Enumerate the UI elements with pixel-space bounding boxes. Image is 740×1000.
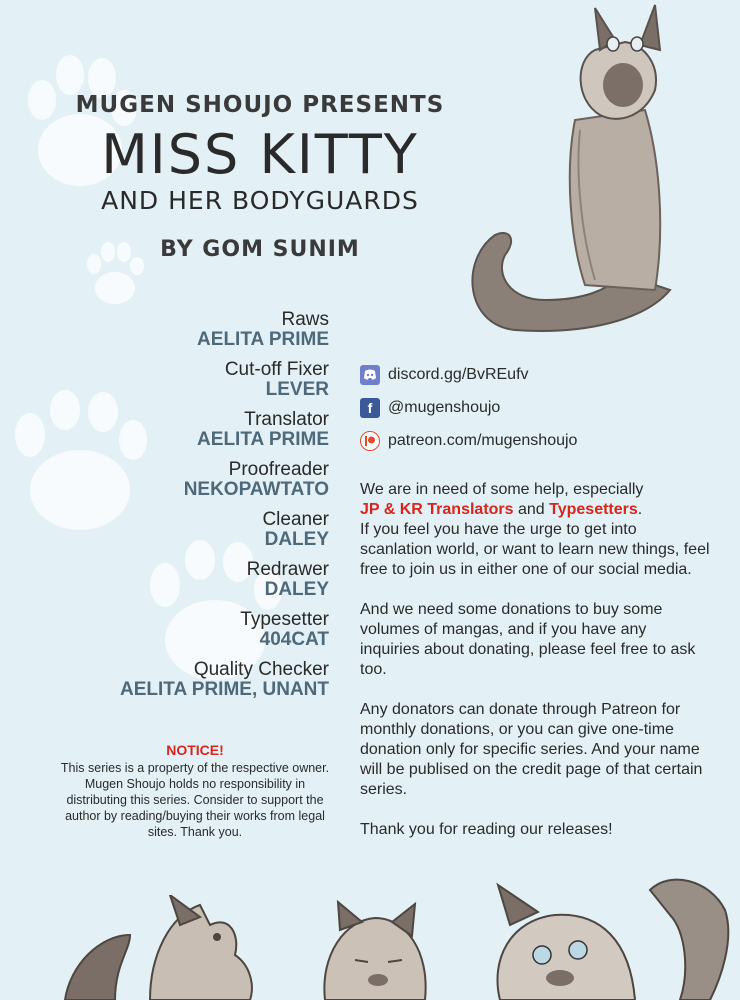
cat-illustration	[60, 895, 260, 1000]
credit-quality-checker	[120, 660, 329, 700]
author-byline: BY GOM SUNIM	[160, 237, 360, 262]
notice-title: NOTICE!	[166, 742, 224, 758]
credit-name: AELITA PRIME	[197, 429, 329, 450]
credit-name: 404CAT	[259, 629, 329, 650]
credit-name: DALEY	[264, 579, 329, 600]
credit-redrawer	[120, 560, 329, 600]
cat-illustration	[455, 0, 700, 345]
patreon-icon	[360, 431, 380, 451]
patreon-link[interactable]	[360, 424, 577, 457]
facebook-link-text[interactable]: @mugenshoujo	[388, 398, 501, 416]
credits-list	[120, 310, 329, 710]
series-subtitle: AND HER BODYGUARDS	[101, 186, 419, 215]
facebook-link[interactable]	[360, 391, 577, 424]
presents-line: MUGEN SHOUJO PRESENTS	[75, 92, 445, 118]
credit-role: Quality Checker	[193, 659, 329, 680]
notice-block	[60, 742, 330, 840]
credit-role: Translator	[244, 409, 329, 430]
cat-illustration	[480, 870, 740, 1000]
info-text: .	[637, 501, 643, 518]
info-text: If you feel you have the urge to get into scanlation world, or want to learn new things, feel free to join us in either one of our social media.	[360, 521, 710, 578]
credit-role: Cleaner	[262, 509, 329, 530]
info-text: and	[513, 501, 550, 518]
social-links	[360, 358, 577, 457]
info-paragraph-thanks: Thank you for reading our releases!	[360, 821, 613, 838]
credit-role: Cut-off Fixer	[224, 359, 329, 380]
credit-name: LEVER	[265, 379, 329, 400]
credit-typesetter	[120, 610, 329, 650]
facebook-icon: f	[360, 398, 380, 418]
highlight-translators: JP & KR Translators	[360, 501, 514, 518]
credit-proofreader	[120, 460, 329, 500]
recruitment-info	[360, 480, 710, 860]
info-text: We are in need of some help, especially	[360, 481, 644, 498]
discord-link-text[interactable]: discord.gg/BvREufv	[388, 365, 529, 383]
credit-cutoff-fixer	[120, 360, 329, 400]
credit-role: Redrawer	[246, 559, 329, 580]
info-paragraph-donations: And we need some donations to buy some volumes of mangas, and if you have any inquiries about donating, please feel free to ask too.	[360, 601, 696, 678]
credit-name: AELITA PRIME	[197, 329, 329, 350]
patreon-link-text[interactable]: patreon.com/mugenshoujo	[388, 431, 578, 449]
info-paragraph-patreon: Any donators can donate through Patreon for monthly donations, or you can give one-time donation only for specific series. And your name will be publised on the credit page of that certain series.	[360, 701, 703, 798]
cat-illustration	[310, 900, 440, 1000]
credit-cleaner	[120, 510, 329, 550]
credit-name: DALEY	[264, 529, 329, 550]
title-block	[60, 92, 460, 262]
credit-role: Raws	[281, 309, 329, 330]
credit-name: AELITA PRIME, UNANT	[120, 679, 329, 700]
highlight-typesetters: Typesetters	[549, 501, 638, 518]
notice-body: This series is a property of the respective owner. Mugen Shoujo holds no responsibility in distributing this series. Consider to support the author by reading/buying their works from legal sites. Thank you.	[60, 761, 330, 839]
credit-role: Typesetter	[240, 609, 329, 630]
discord-link[interactable]	[360, 358, 577, 391]
credit-role: Proofreader	[228, 459, 329, 480]
credit-translator	[120, 410, 329, 450]
credit-raws	[120, 310, 329, 350]
info-paragraph-help	[360, 480, 710, 580]
credit-name: NEKOPAWTATO	[183, 479, 329, 500]
discord-icon	[360, 365, 380, 385]
series-title: MISS KITTY	[101, 123, 419, 186]
